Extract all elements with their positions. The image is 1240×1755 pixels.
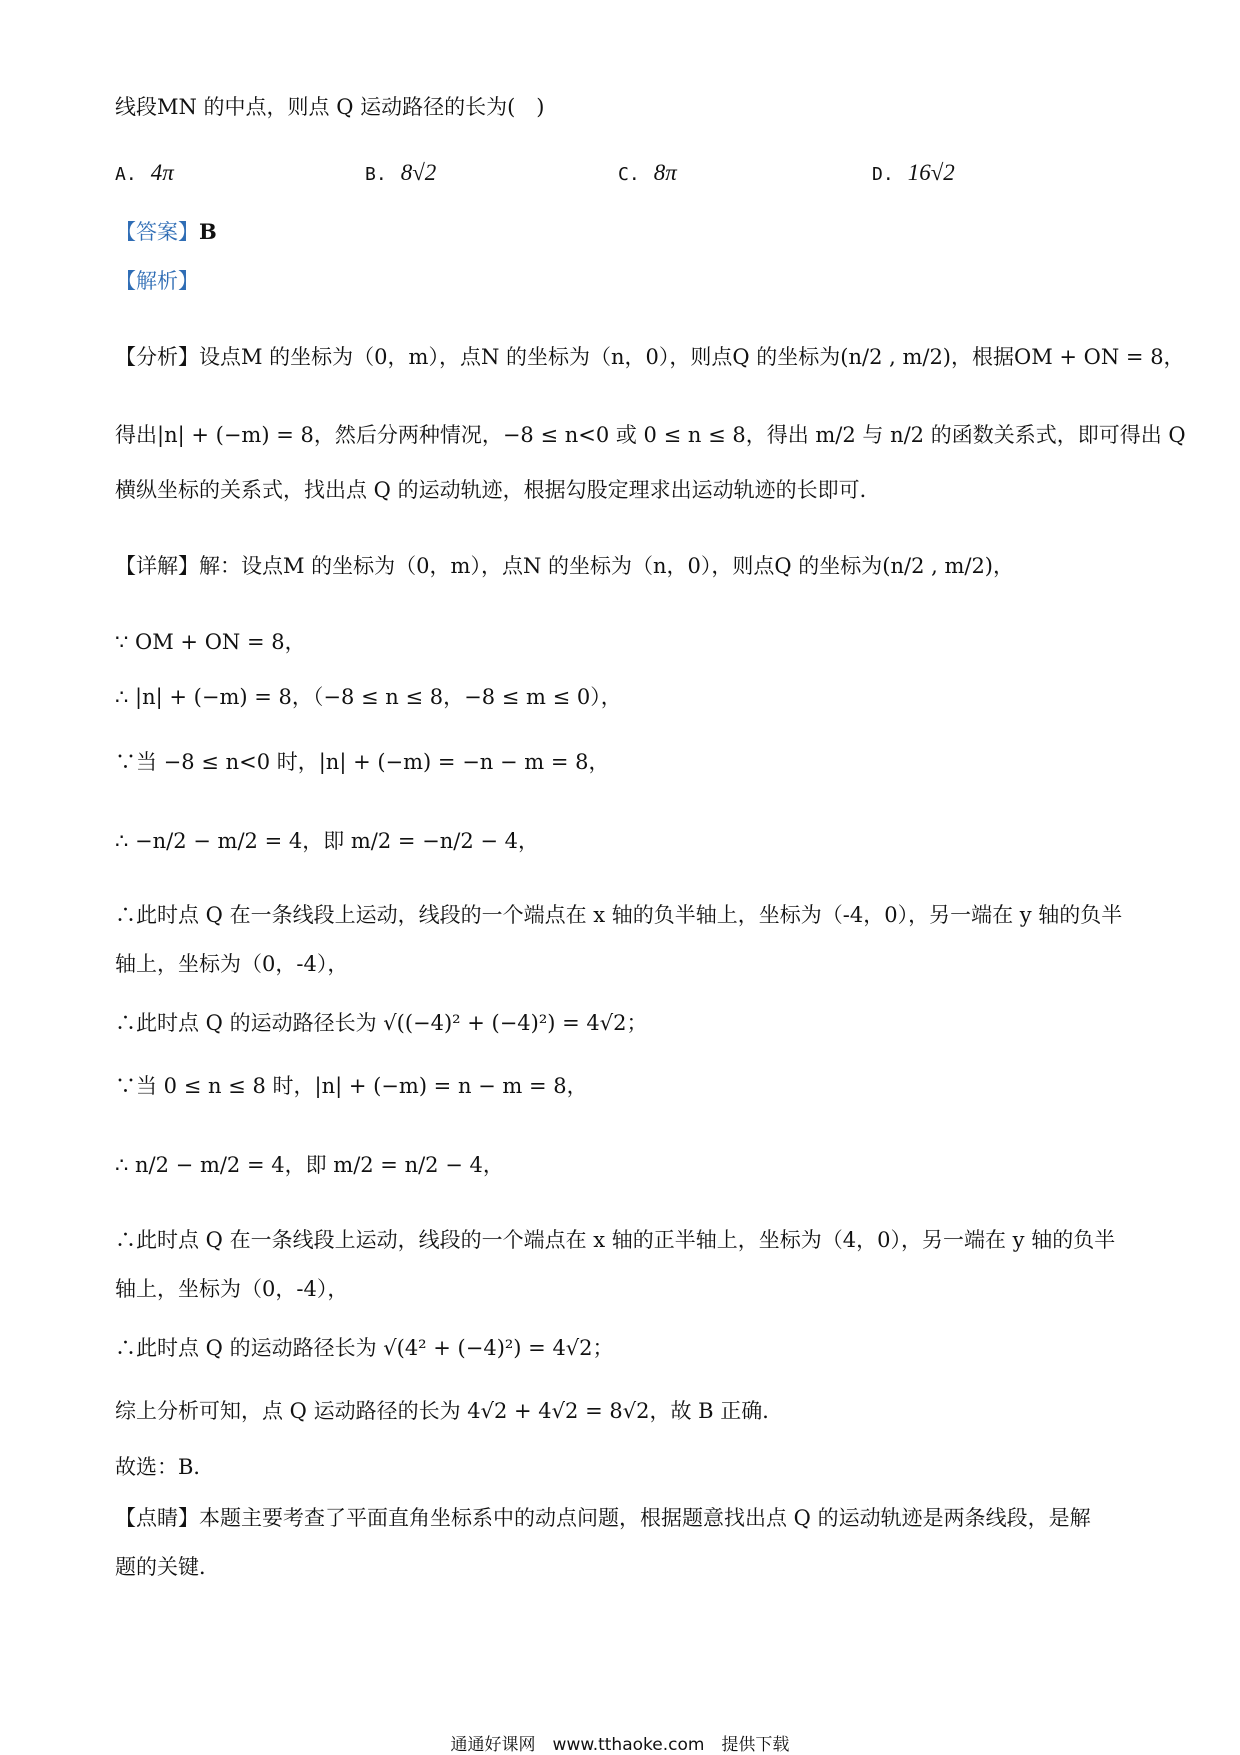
solution-line: ∵ OM + ON = 8，: [115, 630, 306, 654]
option-a: [115, 160, 174, 186]
solution-line: 横纵坐标的关系式，找出点 Q 的运动轨迹，根据勾股定理求出运动轨迹的长即可．: [115, 478, 881, 502]
solution-line: 【分析】设点M 的坐标为（0，m），点N 的坐标为（n，0），则点Q 的坐标为(n/2 , m/2)，根据OM + ON = 8，: [115, 345, 1185, 369]
option-d-label: D.: [872, 164, 894, 185]
analysis-tag: 【解析】: [115, 269, 199, 293]
solution-line: 故选：B．: [115, 1455, 215, 1479]
option-b: [365, 160, 436, 186]
solution-line: ∴此时点 Q 的运动路径长为 √(4² + (−4)²) = 4√2；: [115, 1336, 614, 1360]
option-c: [618, 160, 677, 186]
solution-line: ∵当 −8 ≤ n<0 时，|n| + (−m) = −n − m = 8，: [115, 750, 610, 774]
option-a-value: 4π: [150, 160, 174, 185]
solution-line: ∴此时点 Q 的运动路径长为 √((−4)² + (−4)²) = 4√2；: [115, 1011, 648, 1035]
solution-line: 得出|n| + (−m) = 8，然后分两种情况，−8 ≤ n<0 或 0 ≤ n ≤ 8，得出 m/2 与 n/2 的函数关系式，即可得出 Q: [115, 423, 1186, 447]
solution-line: ∴ |n| + (−m) = 8，（−8 ≤ n ≤ 8，−8 ≤ m ≤ 0），: [115, 685, 622, 709]
solution-line: ∴此时点 Q 在一条线段上运动，线段的一个端点在 x 轴的正半轴上，坐标为（4，0），另一端在 y 轴的负半: [115, 1228, 1116, 1252]
option-b-value: 8√2: [400, 160, 437, 185]
answer-value: B: [199, 219, 217, 244]
option-c-label: C.: [618, 164, 640, 185]
solution-line: 题的关键．: [115, 1555, 220, 1579]
solution-line: 【点睛】本题主要考查了平面直角坐标系中的动点问题，根据题意找出点 Q 的运动轨迹是两条线段，是解: [115, 1506, 1091, 1530]
solution-line: ∴ n/2 − m/2 = 4，即 m/2 = n/2 − 4，: [115, 1153, 504, 1177]
solution-line: ∴此时点 Q 在一条线段上运动，线段的一个端点在 x 轴的负半轴上，坐标为（-4，0），另一端在 y 轴的负半: [115, 903, 1123, 927]
option-c-value: 8π: [653, 160, 677, 185]
solution-line: 【详解】解：设点M 的坐标为（0，m），点N 的坐标为（n，0），则点Q 的坐标为(n/2 , m/2)，: [115, 554, 1014, 578]
question-tail: 线段MN 的中点，则点 Q 运动路径的长为( ): [115, 95, 545, 119]
option-a-label: A.: [115, 164, 137, 185]
solution-line: 综上分析可知，点 Q 运动路径的长为 4√2 + 4√2 = 8√2，故 B 正确．: [115, 1399, 784, 1423]
option-d-value: 16√2: [907, 160, 955, 185]
solution-line: 轴上，坐标为（0，-4），: [115, 952, 349, 976]
answer-line: [115, 217, 217, 247]
option-d: [872, 160, 955, 186]
solution-line: 轴上，坐标为（0，-4），: [115, 1277, 349, 1301]
solution-line: ∴ −n/2 − m/2 = 4，即 m/2 = −n/2 − 4，: [115, 829, 540, 853]
answer-tag: 【答案】: [115, 220, 199, 244]
option-b-label: B.: [365, 164, 387, 185]
footer-text: 通通好课网 www.tthaoke.com 提供下载: [450, 1735, 790, 1755]
solution-line: ∵当 0 ≤ n ≤ 8 时，|n| + (−m) = n − m = 8，: [115, 1074, 588, 1098]
